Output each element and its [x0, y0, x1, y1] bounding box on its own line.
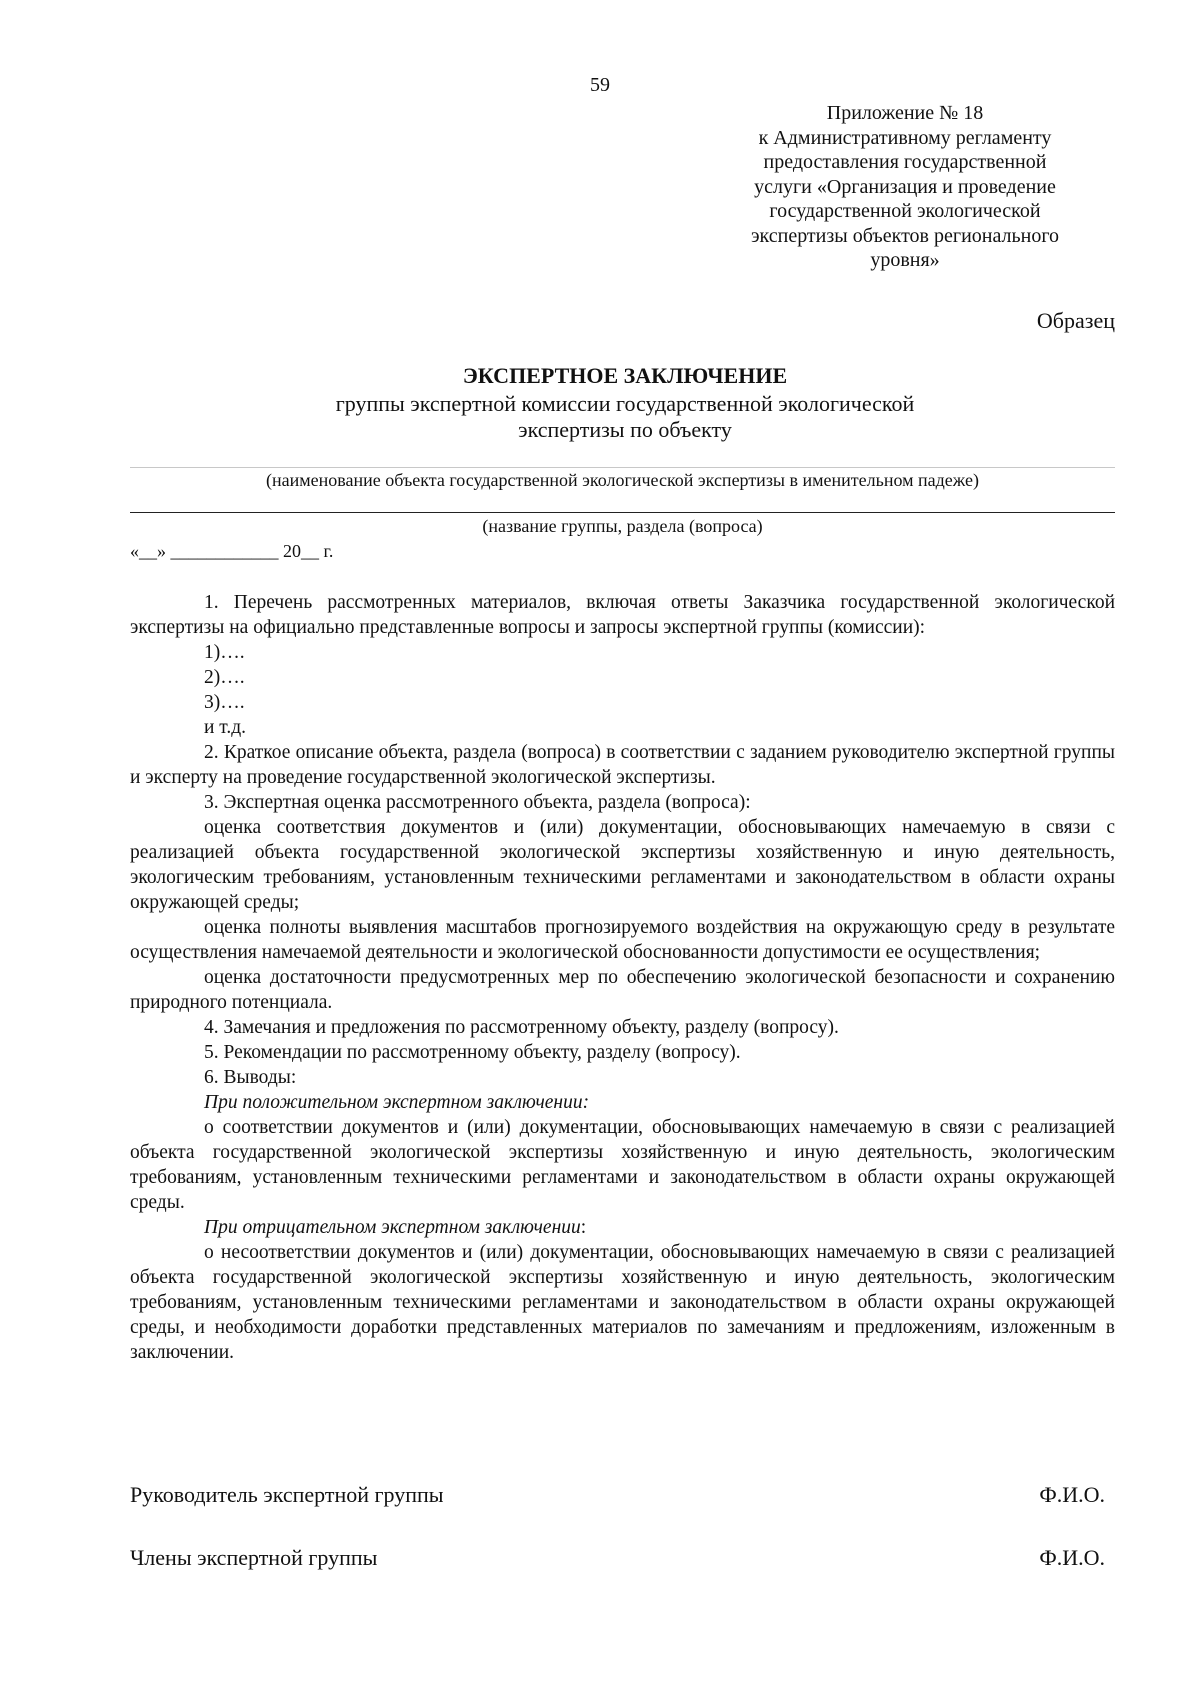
- appendix-line: предоставления государственной: [763, 151, 1047, 173]
- signature-row-leader: [130, 1482, 1105, 1508]
- appendix-line: экспертизы объектов регионального: [750, 224, 1060, 247]
- document-subtitle-line: группы экспертной комиссии государственной экологической: [335, 391, 915, 416]
- positive-conclusion-text: о соответствии документов и (или) документации, обосновывающих намечаемую в связи с реализацией объекта государственной экологической экспертизы хозяйственную и иную деятельность, экологическим требованиям, установленным техническими регламентами и законодательством в области охраны окружающей среды.: [130, 1117, 1115, 1213]
- appendix-line: государственной экологической: [769, 200, 1041, 222]
- document-body: [130, 590, 1115, 1365]
- appendix-line: уровня»: [870, 249, 940, 271]
- object-name-caption: (наименование объекта государственной экологической экспертизы в именительном падеже): [266, 470, 979, 490]
- list-item: 2)….: [204, 667, 245, 688]
- document-title: ЭКСПЕРТНОЕ ЗАКЛЮЧЕНИЕ: [462, 363, 788, 388]
- negative-conclusion-colon: :: [580, 1217, 587, 1238]
- object-name-fill-line: [130, 467, 1115, 468]
- group-name-fill-line: [130, 512, 1115, 513]
- negative-conclusion-heading-row: [130, 1215, 1115, 1240]
- negative-conclusion-text: о несоответствии документов и (или) документации, обосновывающих намечаемую в связи с реализацией объекта государственной экологической экспертизы хозяйственную и иную деятельность, экологическим требованиям, установленным техническими регламентами и законодательством в области охраны окружающей среды, и необходимости доработки представленных материалов по замечаниям и предложениям, изложенным в заключении.: [130, 1242, 1115, 1363]
- section-3-paragraph: оценка достаточности предусмотренных мер по обеспечению экологической безопасности и сохранению природного потенциала.: [130, 967, 1115, 1013]
- appendix-header: [720, 101, 1090, 273]
- list-item: 1)….: [204, 642, 245, 663]
- section-2: 2. Краткое описание объекта, раздела (вопроса) в соответствии с заданием руководителю экспертной группы и эксперту на проведение государственной экологической экспертизы.: [130, 742, 1115, 788]
- signature-name: Ф.И.О.: [1039, 1545, 1105, 1570]
- section-3: 3. Экспертная оценка рассмотренного объекта, раздела (вопроса):: [204, 792, 751, 813]
- signature-row-members: [130, 1545, 1105, 1571]
- section-6: 6. Выводы:: [204, 1067, 297, 1088]
- date-line: «__» ____________ 20__ г.: [130, 541, 334, 561]
- section-5: 5. Рекомендации по рассмотренному объекту, разделу (вопросу).: [204, 1042, 741, 1063]
- signature-name: Ф.И.О.: [1039, 1482, 1105, 1507]
- section-3-paragraph: оценка полноты выявления масштабов прогнозируемого воздействия на окружающую среду в результате осуществления намечаемой деятельности и экологической обоснованности допустимости ее осуществления;: [130, 917, 1115, 963]
- positive-conclusion-heading: При положительном экспертном заключении:: [204, 1092, 590, 1113]
- appendix-line: услуги «Организация и проведение: [754, 175, 1056, 198]
- negative-conclusion-heading: При отрицательном экспертном заключении: [204, 1217, 581, 1238]
- list-item: и т.д.: [204, 717, 247, 738]
- page-number: 59: [590, 74, 610, 96]
- signature-role: Руководитель экспертной группы: [130, 1482, 444, 1507]
- section-1: 1. Перечень рассмотренных материалов, включая ответы Заказчика государственной экологической экспертизы на официально представленные вопросы и запросы экспертной группы (комиссии):: [130, 592, 1115, 638]
- group-name-caption: (название группы, раздела (вопроса): [482, 516, 763, 536]
- appendix-line: к Административному регламенту: [758, 126, 1052, 149]
- document-subtitle-line: экспертизы по объекту: [518, 417, 732, 442]
- appendix-line: Приложение № 18: [826, 102, 984, 124]
- section-4: 4. Замечания и предложения по рассмотренному объекту, разделу (вопросу).: [204, 1017, 839, 1038]
- signature-role: Члены экспертной группы: [130, 1545, 378, 1570]
- list-item: 3)….: [204, 692, 245, 713]
- title-block: [130, 361, 1120, 443]
- section-3-paragraph: оценка соответствия документов и (или) документации, обосновывающих намечаемую в связи с реализацией объекта государственной экологической экспертизы хозяйственную и иную деятельность, экологическим требованиям, установленным техническими регламентами и законодательством в области охраны окружающей среды;: [130, 817, 1115, 913]
- sample-label: Образец: [1036, 308, 1115, 333]
